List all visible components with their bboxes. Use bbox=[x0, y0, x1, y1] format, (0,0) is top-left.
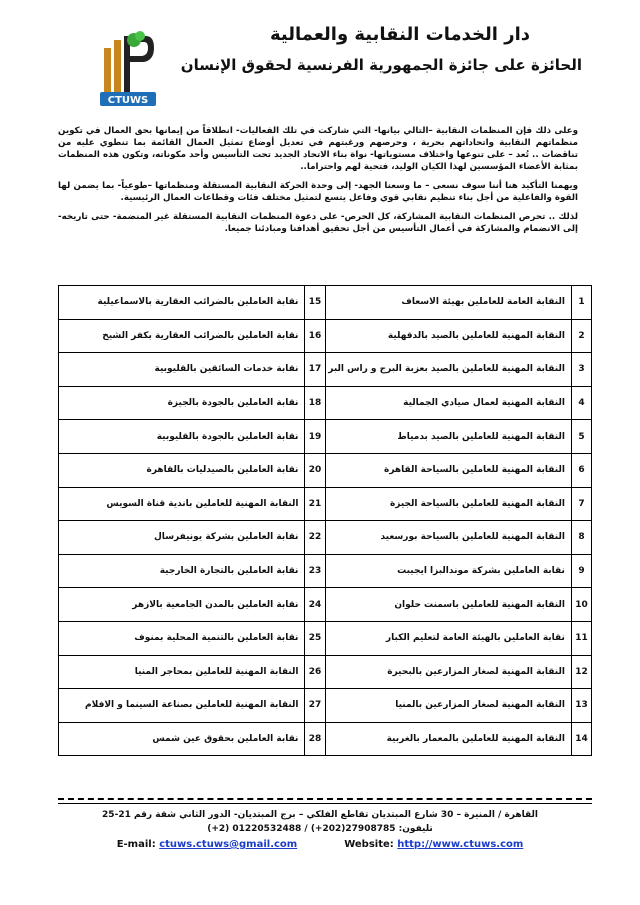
union-number: 22 bbox=[305, 521, 325, 555]
paragraph: وعلى ذلك فإن المنظمات النقابية –التالي بيانها- التي شاركت في تلك الفعاليات- انطلاقاً من إيمانها بحق العمال في تكوين منظماتهم النقابية واتحاداتهم بحرية ، وحرصهم ورغبتهم في تعديل أوضاع تمثيل العمال القائمة بما تنطوي عليه من تناقضات .. تُعد – على تنوعها واختلاف مستوياتها- نواة بناء الاتحاد الجديد تحت التأسيس وأحد مكوناته، وتكون هذه المنظمات بمثابة الأعضاء المؤسسين لهذا الكيان الوليد، فتحية لهم واحتراما.. bbox=[58, 126, 578, 172]
ctuws-logo bbox=[100, 30, 156, 108]
union-name: نقابة العاملين بالضرائب العقارية بالاسماعيلية bbox=[59, 286, 305, 320]
union-name: نقابة العاملين بالجودة بالجيزة bbox=[59, 386, 305, 420]
union-number: 13 bbox=[571, 689, 591, 723]
union-number: 23 bbox=[305, 554, 325, 588]
union-number: 24 bbox=[305, 588, 325, 622]
union-number: 25 bbox=[305, 621, 325, 655]
union-name: نقابة العاملين بالهيئة العامة لتعليم الكبار bbox=[325, 621, 571, 655]
union-name: النقابة المهنية لصغار المزارعين بالمنيا bbox=[325, 689, 571, 723]
intro-text bbox=[58, 125, 578, 242]
table-row bbox=[59, 386, 592, 420]
union-number: 4 bbox=[571, 386, 591, 420]
table-row bbox=[59, 487, 592, 521]
email-link[interactable]: ctuws.ctuws@gmail.com bbox=[159, 839, 298, 850]
union-name: نقابة العاملين بالتنمية المحلية بمنوف bbox=[59, 621, 305, 655]
union-name: النقابة المهنية للعاملين بالسياحة الجيزة bbox=[325, 487, 571, 521]
union-name: النقابة المهنية لصغار المزارعين بالبحيرة bbox=[325, 655, 571, 689]
table-row bbox=[59, 655, 592, 689]
table-row bbox=[59, 689, 592, 723]
union-name: النقابة المهنية للعاملين بمحاجر المنيا bbox=[59, 655, 305, 689]
union-name: النقابة المهنية للعاملين بالصيد بعزبة البرج و راس البر bbox=[325, 353, 571, 387]
union-number: 17 bbox=[305, 353, 325, 387]
union-number: 20 bbox=[305, 453, 325, 487]
union-number: 16 bbox=[305, 319, 325, 353]
union-number: 2 bbox=[571, 319, 591, 353]
table-row bbox=[59, 420, 592, 454]
union-number: 9 bbox=[571, 554, 591, 588]
union-name: النقابة المهنية للعاملين بالصيد بالدقهلية bbox=[325, 319, 571, 353]
union-name: نقابة خدمات السائقين بالقليوبية bbox=[59, 353, 305, 387]
union-name: نقابة العاملين بالجودة بالقليوبية bbox=[59, 420, 305, 454]
footer-divider bbox=[58, 798, 592, 804]
union-number: 10 bbox=[571, 588, 591, 622]
union-name: نقابة العاملين بالصيدليات بالقاهرة bbox=[59, 453, 305, 487]
union-number: 6 bbox=[571, 453, 591, 487]
union-name: النقابة المهنية للعاملين بالمعمار بالغربية bbox=[325, 722, 571, 756]
union-number: 19 bbox=[305, 420, 325, 454]
table-row bbox=[59, 319, 592, 353]
footer-phones: تليفون: 27908785(202+) / 01220532488 (2+) bbox=[207, 824, 433, 834]
union-number: 8 bbox=[571, 521, 591, 555]
union-number: 27 bbox=[305, 689, 325, 723]
footer bbox=[40, 808, 600, 852]
website-label: Website: bbox=[344, 839, 394, 850]
union-number: 5 bbox=[571, 420, 591, 454]
union-name: النقابة المهنية للعاملين بالسياحة بورسعيد bbox=[325, 521, 571, 555]
union-name: نقابة العاملين بشركة موندالبزا ايجيبت bbox=[325, 554, 571, 588]
union-number: 18 bbox=[305, 386, 325, 420]
union-name: النقابة المهنية للعاملين باندية قناة السويس bbox=[59, 487, 305, 521]
union-number: 12 bbox=[571, 655, 591, 689]
table-row bbox=[59, 621, 592, 655]
union-name: النقابة المهنية للعاملين باسمنت حلوان bbox=[325, 588, 571, 622]
union-name: نقابة العاملين بحقوق عين شمس bbox=[59, 722, 305, 756]
paragraph: لذلك .. تحرص المنظمات النقابية المشاركة، كل الحرص- على دعوة المنظمات النقابية المستقلة غير المنضمة- حتى تاريخه- إلى الانضمام والمشاركة في أعمال التأسيس من أجل تحقيق أهدافنا ومبادئنا جميعا. bbox=[58, 212, 578, 234]
union-name: النقابة المهنية للعاملين بالصيد بدمياط bbox=[325, 420, 571, 454]
footer-address: القاهرة / المنيرة – 30 شارع المبتديان تقاطع الفلكي – برج المبتديان- الدور الثاني شقة رقم 21-25 bbox=[102, 810, 538, 820]
table-row bbox=[59, 588, 592, 622]
table-row bbox=[59, 722, 592, 756]
website-link[interactable]: http://www.ctuws.com bbox=[397, 839, 524, 850]
union-number: 7 bbox=[571, 487, 591, 521]
table-row bbox=[59, 554, 592, 588]
union-number: 21 bbox=[305, 487, 325, 521]
logo-text: CTUWS bbox=[107, 95, 149, 106]
paragraph: ويهمنا التأكيد هنا أننا سوف نسعى – ما وسعنا الجهد- إلى وحدة الحركة النقابية المستقلة ومنظماتها –طوعياً- بما يضمن لها القوة والفاعلية من أجل بناء تنظيم نقابي قوي وفاعل يتسع لتمثيل مختلف فئات وقطاعات العمال الرئيسية. bbox=[58, 181, 578, 203]
union-number: 1 bbox=[571, 286, 591, 320]
table-row bbox=[59, 453, 592, 487]
unions-table bbox=[58, 285, 592, 756]
table-row bbox=[59, 353, 592, 387]
union-name: النقابة المهنية للعاملين بصناعة السينما و الافلام bbox=[59, 689, 305, 723]
union-number: 28 bbox=[305, 722, 325, 756]
organization-title: دار الخدمات النقابية والعمالية bbox=[270, 24, 530, 45]
union-number: 3 bbox=[571, 353, 591, 387]
union-name: النقابة العامة للعاملين بهيئة الاسعاف bbox=[325, 286, 571, 320]
organization-subtitle: الحائزة على جائزة الجمهورية الفرنسية لحقوق الإنسان bbox=[180, 56, 582, 74]
union-number: 14 bbox=[571, 722, 591, 756]
union-number: 26 bbox=[305, 655, 325, 689]
footer-contact bbox=[40, 838, 600, 852]
table-row bbox=[59, 521, 592, 555]
union-number: 15 bbox=[305, 286, 325, 320]
union-name: النقابة المهنية لعمال صيادي الجمالية bbox=[325, 386, 571, 420]
letterhead bbox=[0, 18, 640, 108]
union-number: 11 bbox=[571, 621, 591, 655]
table-row bbox=[59, 286, 592, 320]
email-label: E-mail: bbox=[116, 839, 156, 850]
union-name: نقابة العاملين بالمدن الجامعية بالازهر bbox=[59, 588, 305, 622]
union-name: نقابة العاملين بشركة يونيفرسال bbox=[59, 521, 305, 555]
union-name: نقابة العاملين بالتجارة الخارجية bbox=[59, 554, 305, 588]
union-name: النقابة المهنية للعاملين بالسياحة القاهرة bbox=[325, 453, 571, 487]
union-name: نقابة العاملين بالضرائب العقارية بكفر الشيخ bbox=[59, 319, 305, 353]
